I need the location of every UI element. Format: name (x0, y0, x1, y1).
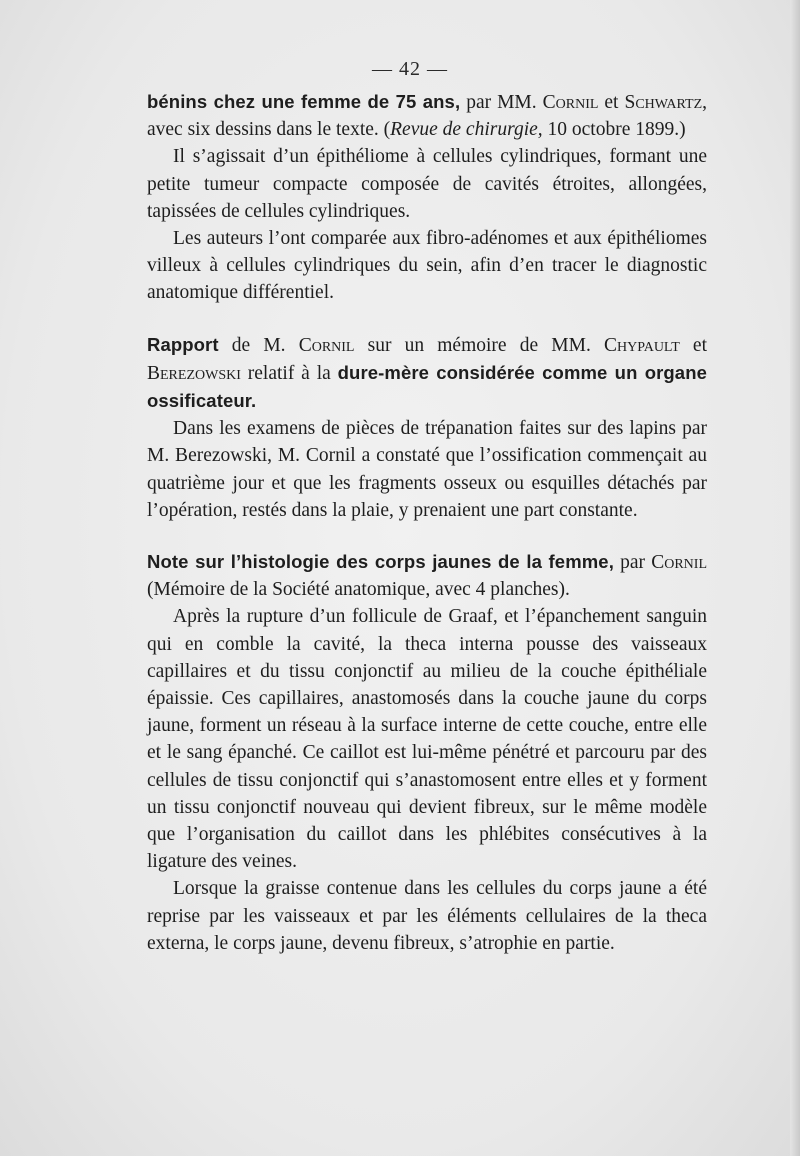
author-name: Berezowski (147, 362, 241, 384)
article1-paragraph-1: Il s’agissait d’un épithéliome à cellules cylindriques, formant une petite tumeur compacte composée de cavités étroites, allongées, tapissées de cellules cylindriques. (147, 146, 707, 222)
article3-title: Note sur l’histologie des corps jaunes de la femme, (147, 551, 614, 573)
author-name: Cornil (298, 334, 355, 356)
page-body (147, 88, 707, 957)
article1-heading: bénins chez une femme de 75 ans, par MM. Cornil et Schwartz, avec six dessins dans le texte. (Revue de chirurgie, 10 octobre 1899.) (147, 91, 708, 141)
article2-subject: dure-mère considérée comme un organe ossificateur. (147, 361, 707, 412)
article2-heading: Rapport de M. Cornil sur un mémoire de MM. Chypault et Berezowski relatif à la dure-mère considérée comme un organe ossificateur. (147, 333, 707, 412)
article1-title: bénins chez une femme de 75 ans, (147, 91, 461, 112)
article1-paragraph-2: Les auteurs l’ont comparée aux fibro-adénomes et aux épithéliomes villeux à cellules cylindriques du sein, afin d’en tracer le diagnostic anatomique différentiel. (147, 228, 707, 304)
author-name: Chypault (603, 334, 680, 356)
author-name: Schwartz (624, 92, 703, 113)
author-name: Cornil (651, 552, 707, 574)
article2-paragraph-1: Dans les examens de pièces de trépanation faites sur des lapins par M. Berezowski, M. Cornil a constaté que l’ossification commençait au quatrième jour et que les fragments osseux ou esquilles détachés par l’opération, restés dans la plaie, y prenaient une part constante. (147, 418, 707, 521)
author-name: Cornil (542, 92, 599, 113)
article3-paragraph-2: Lorsque la graisse contenue dans les cellules du corps jaune a été reprise par les vaisseaux et par les éléments cellulaires de la theca externa, le corps jaune, devenu fibreux, s’atrophie en partie. (147, 878, 707, 954)
journal-title: Revue de chirurgie, (390, 119, 543, 141)
article2-title: Rapport (147, 333, 219, 355)
article3-heading: Note sur l’histologie des corps jaunes de la femme, par Cornil (Mémoire de la Société anatomique, avec 4 planches). (147, 551, 707, 601)
page-number: — 42 — (372, 58, 448, 80)
page-edge-shadow (790, 0, 800, 1156)
article3-paragraph-1: Après la rupture d’un follicule de Graaf, et l’épanchement sanguin qui en comble la cavité, la theca interna pousse des vaisseaux capillaires et du tissu conjonctif au milieu de la couche épithéliale épaissie. Ces capillaires, anastomosés dans la couche jaune du corps jaune, forment un réseau à la surface interne de cette couche, entre elle et le sang épanché. Ce caillot est lui-même pénétré et parcouru par des cellules de tissu conjonctif qui s’anastomosent entre elles et y forment un tissu conjonctif nouveau qui devient fibreux, sur le même modèle que l’organisation du caillot dans les phlébites consécutives à la ligature des veines. (147, 606, 707, 873)
